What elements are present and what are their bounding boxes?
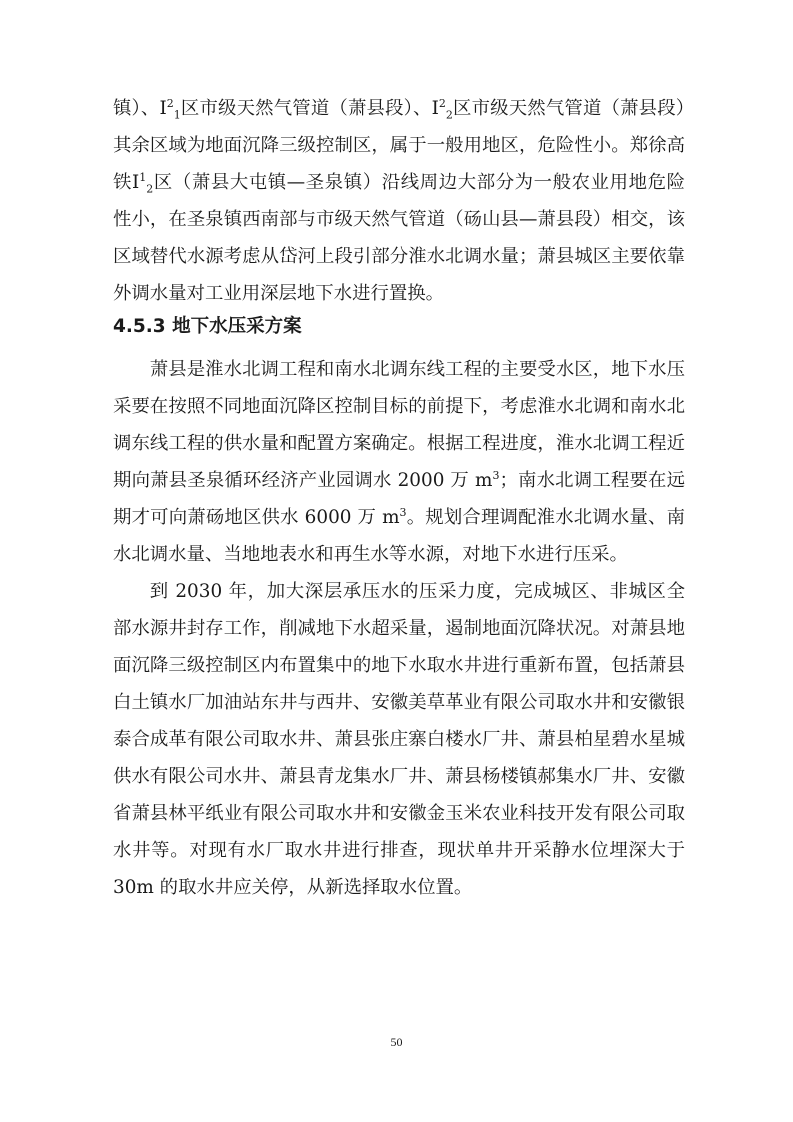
superscript: 2	[166, 96, 174, 110]
continuation-text-3: 区市级天然气管道（萧县段）其余区域为地面沉降三级控制区，属于一般用地区，危险性小。郑徐高铁I	[113, 98, 685, 193]
continuation-text-4: 区（萧县大屯镇—圣泉镇）沿线周边大部分为一般农业用地危险性小，在圣泉镇西南部与市级天然气管道（砀山县—萧县段）相交，该区域替代水源考虑从岱河上段引部分淮水北调水量；萧县城区主要依靠外调水量对工业用深层地下水进行置换。	[113, 172, 685, 304]
subscript: 1	[173, 108, 181, 122]
superscript: 3	[399, 505, 407, 519]
section-heading: 4.5.3 地下水压采方案	[113, 316, 302, 337]
superscript: 3	[492, 468, 500, 482]
superscript: 1	[139, 170, 147, 184]
page-number: 50	[390, 1035, 403, 1049]
continuation-paragraph	[113, 90, 685, 312]
paragraph-2: 到 2030 年，加大深层承压水的压采力度，完成城区、非城区全部水源井封存工作，削减地下水超采量，遏制地面沉降状况。对萧县地面沉降三级控制区内布置集中的地下水取水井进行重新布置，包括萧县白土镇水厂加油站东井与西井、安徽美草革业有限公司取水井和安徽银泰合成革有限公司取水井、萧县张庄寨白楼水厂井、萧县柏星碧水星城供水有限公司水井、萧县青龙集水厂井、萧县杨楼镇郝集水厂井、安徽省萧县林平纸业有限公司取水井和安徽金玉米农业科技开发有限公司取水井等。对现有水厂取水井进行排查，现状单井开采静水位埋深大于 30m 的取水井应关停，从新选择取水位置。	[113, 581, 685, 898]
continuation-text-2: 区市级天然气管道（萧县段）、I	[180, 98, 439, 119]
section-body	[113, 351, 685, 906]
paragraph-1-text-1: 萧县是淮水北调工程和南水北调东线工程的主要受水区，地下水压采要在按照不同地面沉降区控制目标的前提下，考虑淮水北调和南水北调东线工程的供水量和配置方案确定。根据工程进度，淮水北调工程近期向萧县圣泉循环经济产业园调水 2000 万 m	[113, 359, 685, 491]
paragraph-1-text-3: 。规划合理调配淮水北调水量、南水北调水量、当地地表水和再生水等水源，对地下水进行压采。	[113, 507, 685, 565]
superscript: 2	[438, 96, 446, 110]
paragraph-1	[113, 351, 685, 573]
subscript: 2	[445, 108, 453, 122]
subscript: 2	[146, 182, 154, 196]
paragraph-1-text-2: ；南水北调工程要在远期才可向萧砀地区供水 6000 万 m	[113, 470, 685, 528]
continuation-text-1: 镇）、I	[113, 98, 167, 119]
